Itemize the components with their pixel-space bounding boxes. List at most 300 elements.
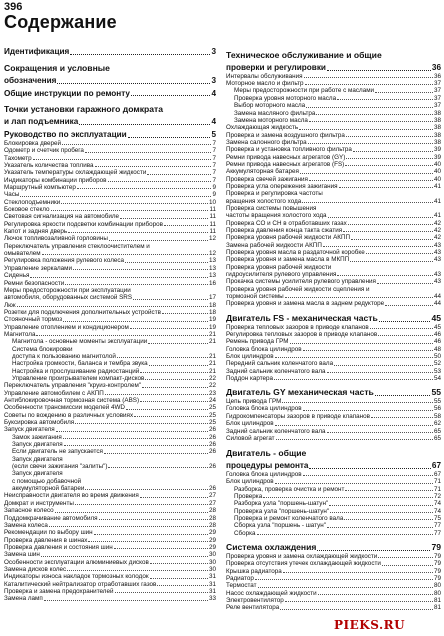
dot-leader bbox=[346, 136, 433, 137]
toc-entry[interactable] bbox=[4, 573, 216, 580]
toc-entry[interactable] bbox=[4, 529, 216, 536]
dot-leader bbox=[303, 475, 433, 476]
toc-page-number: 42 bbox=[433, 227, 441, 235]
page-number: 396 bbox=[4, 1, 23, 13]
toc-entry-title: Управление проигрывателем компакт-дисков bbox=[12, 374, 145, 382]
toc-entry[interactable] bbox=[4, 581, 216, 588]
toc-entry[interactable] bbox=[226, 590, 441, 597]
toc-entry-title: Розетки для подключения дополнительных устройств bbox=[4, 308, 161, 316]
dot-leader bbox=[130, 328, 208, 329]
toc-entry[interactable] bbox=[4, 324, 216, 331]
toc-entry[interactable] bbox=[4, 302, 216, 309]
toc-right-column bbox=[226, 44, 441, 612]
dot-leader bbox=[140, 401, 208, 402]
toc-entry[interactable] bbox=[226, 471, 441, 478]
toc-page-number: 7 bbox=[212, 154, 216, 162]
toc-page-number: 38 bbox=[433, 131, 441, 139]
toc-entry[interactable] bbox=[4, 507, 216, 514]
toc-page-number: 55 bbox=[433, 398, 441, 406]
toc-entry[interactable] bbox=[4, 191, 216, 198]
toc-entry[interactable] bbox=[226, 604, 441, 611]
dot-leader bbox=[75, 504, 208, 505]
toc-entry[interactable] bbox=[4, 309, 216, 316]
toc-entry[interactable] bbox=[226, 522, 441, 529]
toc-entry[interactable] bbox=[226, 249, 441, 256]
dot-leader bbox=[73, 269, 208, 270]
toc-entry[interactable] bbox=[4, 199, 216, 206]
toc-entry-title: (если свечи зажигания "залиты") bbox=[12, 463, 108, 471]
toc-page-number: 29 bbox=[208, 543, 216, 551]
toc-entry-line: с помощью добавочной bbox=[12, 477, 82, 485]
toc-entry[interactable] bbox=[4, 169, 216, 176]
dot-leader bbox=[99, 519, 208, 520]
toc-page-number: 7 bbox=[212, 176, 216, 184]
toc-entry-title: Моторное масло и фильтр bbox=[226, 80, 304, 88]
toc-entry[interactable] bbox=[226, 368, 441, 375]
toc-entry-title: Меры предосторожности при работе с маслами bbox=[234, 87, 375, 95]
dot-leader bbox=[140, 372, 208, 373]
toc-entry[interactable] bbox=[4, 559, 216, 566]
toc-entry[interactable] bbox=[4, 544, 216, 551]
toc-entry[interactable] bbox=[4, 272, 216, 279]
dot-leader bbox=[63, 321, 208, 322]
toc-left-column bbox=[4, 44, 216, 603]
toc-entry[interactable] bbox=[4, 485, 216, 492]
toc-section-heading[interactable] bbox=[226, 461, 441, 471]
toc-page-number: 41 bbox=[433, 197, 441, 205]
toc-entry[interactable] bbox=[4, 360, 216, 367]
toc-entry-title: Регулировка тепловых зазоров в приводе клапанов bbox=[226, 330, 378, 338]
toc-entry[interactable] bbox=[226, 271, 441, 278]
toc-entry-title: Поддомкрачивание автомобиля bbox=[4, 514, 98, 522]
toc-page-number: 7 bbox=[212, 169, 216, 177]
toc-entry[interactable] bbox=[226, 132, 441, 139]
toc-entry[interactable] bbox=[226, 398, 441, 405]
toc-page-number: 41 bbox=[433, 182, 441, 190]
toc-entry[interactable] bbox=[226, 324, 441, 331]
toc-entry[interactable] bbox=[226, 80, 441, 87]
toc-entry-title: Маршрутный компьютер bbox=[4, 184, 76, 192]
toc-page-number: 79 bbox=[433, 560, 441, 568]
toc-entry[interactable] bbox=[4, 206, 216, 213]
toc-entry[interactable] bbox=[226, 220, 441, 227]
toc-entry-title: автомобиля, оборудованных системой SRS bbox=[4, 294, 133, 302]
dot-leader bbox=[95, 166, 212, 167]
toc-entry[interactable] bbox=[4, 441, 216, 448]
toc-entry-title: Настройка громкости, баланса и тембра звука bbox=[12, 360, 148, 368]
toc-page-number: 31 bbox=[208, 587, 216, 595]
dot-leader bbox=[382, 565, 433, 566]
toc-entry-title: Прокачка системы усилителя рулевого управления bbox=[226, 278, 376, 286]
toc-entry[interactable] bbox=[4, 184, 216, 191]
toc-section-heading[interactable] bbox=[226, 388, 441, 398]
toc-entry-title: Часы bbox=[4, 191, 20, 199]
dot-leader bbox=[371, 417, 433, 418]
toc-page-number: 12 bbox=[208, 250, 216, 258]
toc-page-number: 38 bbox=[433, 124, 441, 132]
toc-page-number: 3 bbox=[211, 47, 216, 56]
dot-leader bbox=[104, 453, 208, 454]
toc-entry[interactable] bbox=[226, 117, 441, 124]
toc-entry[interactable] bbox=[226, 560, 441, 567]
toc-entry-title: Система охлаждения bbox=[226, 543, 317, 553]
toc-page-number: 43 bbox=[433, 256, 441, 264]
dot-leader bbox=[353, 151, 433, 152]
dot-leader bbox=[304, 77, 433, 78]
toc-page-number: 40 bbox=[433, 175, 441, 183]
toc-entry-title: Управление зеркалами bbox=[4, 264, 72, 272]
toc-entry-title: Неисправности двигателя во время движения bbox=[4, 492, 139, 500]
toc-entry[interactable] bbox=[4, 316, 216, 323]
toc-page-number: 12 bbox=[208, 235, 216, 243]
toc-page-number: 42 bbox=[433, 219, 441, 227]
dot-leader bbox=[309, 468, 430, 469]
toc-entry[interactable] bbox=[226, 139, 441, 146]
toc-entry-title: Сборка узла "поршень - шатун" bbox=[234, 522, 326, 530]
dot-leader bbox=[134, 416, 208, 417]
toc-section-heading[interactable] bbox=[4, 89, 216, 99]
toc-page-number: 71 bbox=[433, 478, 441, 486]
toc-section-heading[interactable] bbox=[4, 117, 216, 127]
toc-page-number: 80 bbox=[433, 589, 441, 597]
toc-entry[interactable] bbox=[4, 221, 216, 228]
toc-entry-title: Проверка и установка топливного фильтра bbox=[226, 146, 352, 154]
toc-entry-title: Разборка узла "поршень-шатун" bbox=[234, 500, 329, 508]
dot-leader bbox=[64, 445, 208, 446]
dot-leader bbox=[309, 180, 433, 181]
toc-entry[interactable] bbox=[226, 413, 441, 420]
toc-entry[interactable] bbox=[226, 435, 441, 442]
toc-entry-line: Переключатель управления стеклоочистителем и bbox=[4, 242, 150, 250]
toc-entry[interactable] bbox=[4, 338, 216, 345]
toc-entry[interactable] bbox=[226, 428, 441, 435]
toc-page-number: 11 bbox=[209, 213, 216, 221]
toc-page-number: 22 bbox=[208, 382, 216, 390]
toc-entry[interactable] bbox=[226, 346, 441, 353]
toc-entry[interactable] bbox=[226, 420, 441, 427]
toc-page-number: 21 bbox=[208, 352, 216, 360]
toc-entry[interactable] bbox=[4, 500, 216, 507]
toc-page-number: 75 bbox=[433, 515, 441, 523]
dot-leader bbox=[377, 283, 433, 284]
toc-entry[interactable] bbox=[226, 95, 441, 102]
toc-entry[interactable] bbox=[226, 102, 441, 109]
toc-page-number: 79 bbox=[433, 567, 441, 575]
toc-entry[interactable] bbox=[226, 154, 441, 161]
toc-entry[interactable] bbox=[226, 87, 441, 94]
toc-page-number: 18 bbox=[208, 301, 216, 309]
toc-entry[interactable] bbox=[226, 168, 441, 175]
toc-section-heading[interactable] bbox=[226, 543, 441, 553]
dot-leader bbox=[323, 246, 433, 247]
toc-entry-line: Проверка уровня рабочей жидкости bbox=[226, 263, 332, 271]
toc-page-number: 37 bbox=[433, 80, 441, 88]
toc-entry[interactable] bbox=[226, 575, 441, 582]
toc-entry-title: Световая сигнализация на автомобиле bbox=[4, 213, 120, 221]
toc-entry[interactable] bbox=[226, 183, 441, 190]
toc-entry[interactable] bbox=[226, 582, 441, 589]
toc-page-number: 36 bbox=[433, 72, 441, 80]
toc-entry[interactable] bbox=[4, 426, 216, 433]
toc-entry[interactable] bbox=[4, 250, 216, 257]
toc-entry[interactable] bbox=[4, 492, 216, 499]
toc-entry-title: Охлаждающая жидкость bbox=[226, 124, 299, 132]
toc-entry[interactable] bbox=[4, 368, 216, 375]
dot-leader bbox=[164, 225, 208, 226]
dot-leader bbox=[327, 372, 433, 373]
toc-entry-title: Блок цилиндров bbox=[226, 478, 274, 486]
toc-entry[interactable] bbox=[4, 140, 216, 147]
toc-entry[interactable] bbox=[226, 515, 441, 522]
dot-leader bbox=[285, 297, 433, 298]
toc-page-number: 53 bbox=[433, 367, 441, 375]
toc-entry[interactable] bbox=[4, 162, 216, 169]
toc-entry-title: Рекомендации по выбору шин bbox=[4, 529, 93, 537]
toc-entry[interactable] bbox=[4, 588, 216, 595]
toc-page-number: 7 bbox=[212, 162, 216, 170]
dot-leader bbox=[345, 490, 433, 491]
toc-entry[interactable] bbox=[4, 177, 216, 184]
toc-page-number: 33 bbox=[208, 595, 216, 603]
dot-leader bbox=[318, 594, 433, 595]
toc-entry-title: Термостат bbox=[226, 582, 257, 590]
dot-leader bbox=[285, 601, 433, 602]
toc-page-number: 9 bbox=[212, 191, 216, 199]
toc-entry-title: Выбор моторного масла bbox=[234, 102, 306, 110]
toc-entry-title: Домкрат и инструменты bbox=[4, 499, 74, 507]
toc-entry-title: Ремни привода навесных агрегатов (GY) bbox=[226, 153, 346, 161]
dot-leader bbox=[275, 483, 433, 484]
dot-leader bbox=[302, 202, 433, 203]
toc-entry[interactable] bbox=[4, 375, 216, 382]
dot-leader bbox=[57, 83, 210, 84]
toc-section-heading[interactable] bbox=[4, 130, 216, 140]
toc-entry-title: Замена колеса bbox=[4, 521, 48, 529]
toc-page-number: 65 bbox=[433, 427, 441, 435]
dot-leader bbox=[378, 335, 433, 336]
dot-leader bbox=[68, 232, 208, 233]
dot-leader bbox=[328, 217, 433, 218]
toc-entry[interactable] bbox=[4, 213, 216, 220]
toc-page-number: 25 bbox=[208, 419, 216, 427]
toc-entry[interactable] bbox=[4, 294, 216, 301]
toc-entry[interactable] bbox=[226, 176, 441, 183]
toc-entry-line: Система блокировки bbox=[12, 345, 73, 353]
toc-entry[interactable] bbox=[4, 463, 216, 470]
toc-entry-title: Проверка уровня и замена масла в заднем редукторе bbox=[226, 300, 385, 308]
toc-entry[interactable] bbox=[226, 353, 441, 360]
dot-leader bbox=[128, 137, 211, 138]
dot-leader bbox=[114, 548, 208, 549]
toc-page-number: 24 bbox=[208, 397, 216, 405]
toc-section-heading[interactable] bbox=[4, 76, 216, 86]
dot-leader bbox=[115, 592, 208, 593]
toc-page-number: 52 bbox=[433, 360, 441, 368]
toc-entry[interactable] bbox=[4, 397, 216, 404]
toc-entry-title: Лючок топливозаливной горловины bbox=[4, 235, 108, 243]
toc-entry[interactable] bbox=[226, 227, 441, 234]
toc-entry[interactable] bbox=[226, 360, 441, 367]
toc-entry-title: Гидрокомпенсаторы зазоров в приводе клапанов bbox=[226, 412, 370, 420]
toc-entry[interactable] bbox=[226, 568, 441, 575]
toc-entry-title: Руководство по эксплуатации bbox=[4, 130, 127, 140]
toc-page-number: 3 bbox=[211, 75, 216, 85]
dot-leader bbox=[131, 95, 210, 96]
toc-entry-title: Запуск двигателя bbox=[12, 441, 63, 449]
toc-entry[interactable] bbox=[4, 412, 216, 419]
toc-entry-title: Крышка радиатора bbox=[226, 567, 282, 575]
dot-leader bbox=[337, 275, 433, 276]
toc-entry[interactable] bbox=[4, 228, 216, 235]
toc-entry[interactable] bbox=[4, 595, 216, 602]
toc-entry-title: Одометр и счетчик пробега bbox=[4, 147, 84, 155]
toc-entry-title: Ремни привода навесных агрегатов (FS) bbox=[226, 160, 345, 168]
toc-entry[interactable] bbox=[4, 235, 216, 242]
toc-entry[interactable] bbox=[4, 515, 216, 522]
toc-entry[interactable] bbox=[226, 293, 441, 300]
toc-entry[interactable] bbox=[226, 493, 441, 500]
toc-page-number: 28 bbox=[208, 521, 216, 529]
toc-page-number: 67 bbox=[433, 471, 441, 478]
toc-entry-title: Стояночный тормоз bbox=[4, 316, 63, 324]
toc-page-number: 46 bbox=[433, 330, 441, 338]
toc-entry[interactable] bbox=[226, 278, 441, 285]
toc-entry[interactable] bbox=[226, 73, 441, 80]
toc-entry[interactable] bbox=[4, 551, 216, 558]
dot-leader bbox=[77, 188, 212, 189]
toc-entry-title: Запасное колесо bbox=[4, 507, 54, 515]
toc-entry[interactable] bbox=[4, 390, 216, 397]
dot-leader bbox=[126, 409, 208, 410]
toc-entry[interactable] bbox=[4, 147, 216, 154]
toc-entry-title: Блокировка дверей bbox=[4, 139, 62, 147]
toc-entry[interactable] bbox=[226, 553, 441, 560]
dot-leader bbox=[150, 563, 208, 564]
toc-entry[interactable] bbox=[226, 212, 441, 219]
dot-leader bbox=[379, 321, 431, 322]
toc-entry-title: Проверка давления и состояния шин bbox=[4, 543, 113, 551]
toc-entry[interactable] bbox=[226, 124, 441, 131]
dot-leader bbox=[343, 231, 433, 232]
toc-entry[interactable] bbox=[4, 353, 216, 360]
toc-entry-title: Проверка и замена предохранителей bbox=[4, 587, 114, 595]
dot-leader bbox=[366, 253, 433, 254]
toc-page-number: 25 bbox=[208, 411, 216, 419]
toc-page-number: 29 bbox=[208, 536, 216, 544]
toc-entry-title: Люк bbox=[4, 301, 16, 309]
toc-entry[interactable] bbox=[4, 522, 216, 529]
toc-entry[interactable] bbox=[4, 257, 216, 264]
toc-entry-title: Разборка, проверка очистка и ремонт bbox=[234, 485, 345, 493]
toc-page-number: 27 bbox=[208, 499, 216, 507]
toc-entry-title: Запуск двигателя bbox=[4, 426, 55, 434]
toc-entry[interactable] bbox=[4, 404, 216, 411]
toc-entry[interactable] bbox=[226, 146, 441, 153]
dot-leader bbox=[275, 357, 433, 358]
toc-entry-title: Проверка уровня и замена масла в МКПП bbox=[226, 256, 350, 264]
toc-page-number: 45 bbox=[431, 313, 441, 323]
toc-entry[interactable] bbox=[226, 375, 441, 382]
toc-section-heading[interactable] bbox=[226, 314, 441, 324]
toc-entry[interactable] bbox=[226, 234, 441, 241]
toc-section-heading[interactable] bbox=[4, 47, 216, 57]
toc-entry-title: Проверка свечей зажигания bbox=[226, 175, 308, 183]
toc-entry-title: Проверка CO и CH в отработавших газах bbox=[226, 219, 347, 227]
toc-entry-title: процедуры ремонта bbox=[226, 461, 309, 471]
toc-entry[interactable] bbox=[4, 382, 216, 389]
toc-entry[interactable] bbox=[4, 280, 216, 287]
toc-entry[interactable] bbox=[4, 566, 216, 573]
toc-entry[interactable] bbox=[4, 419, 216, 426]
toc-entry-title: Замена салонного фильтра bbox=[226, 138, 307, 146]
toc-entry[interactable] bbox=[226, 500, 441, 507]
dot-leader bbox=[303, 350, 433, 351]
toc-page-number: 39 bbox=[433, 146, 441, 154]
toc-page-number: 43 bbox=[433, 241, 441, 249]
toc-entry[interactable] bbox=[226, 242, 441, 249]
toc-entry[interactable] bbox=[226, 331, 441, 338]
toc-page-number: 26 bbox=[208, 463, 216, 471]
toc-page-number: 21 bbox=[208, 367, 216, 375]
dot-leader bbox=[79, 124, 210, 125]
toc-entry[interactable] bbox=[4, 537, 216, 544]
toc-entry-title: Замена ламп bbox=[4, 595, 43, 603]
toc-page-number: 50 bbox=[433, 352, 441, 360]
toc-entry-title: Сборка bbox=[234, 529, 256, 537]
toc-entry-title: Блок цилиндров bbox=[226, 420, 274, 428]
dot-leader bbox=[257, 534, 433, 535]
dot-leader bbox=[274, 379, 433, 380]
toc-entry[interactable] bbox=[226, 198, 441, 205]
toc-page-number: 26 bbox=[208, 485, 216, 493]
toc-entry[interactable] bbox=[4, 448, 216, 455]
toc-entry[interactable] bbox=[226, 338, 441, 345]
toc-section-heading: Двигатель - общие bbox=[226, 448, 307, 459]
dot-leader bbox=[147, 174, 211, 175]
toc-entry[interactable] bbox=[226, 478, 441, 485]
toc-entry[interactable] bbox=[226, 508, 441, 515]
toc-entry-title: тормозной системы bbox=[226, 293, 284, 301]
toc-entry[interactable] bbox=[226, 597, 441, 604]
toc-section-heading[interactable] bbox=[226, 63, 441, 73]
toc-entry-title: Проверка узла "поршень-шатун" bbox=[234, 507, 330, 515]
toc-entry[interactable] bbox=[226, 256, 441, 263]
dot-leader bbox=[351, 239, 433, 240]
toc-entry-title: Индикаторы износа накладок тормозных колодок bbox=[4, 573, 149, 581]
toc-page-number: 29 bbox=[208, 529, 216, 537]
toc-entry-title: Передний сальник коленчатого вала bbox=[226, 360, 334, 368]
toc-entry[interactable] bbox=[4, 434, 216, 441]
toc-entry[interactable] bbox=[226, 486, 441, 493]
toc-entry[interactable] bbox=[4, 265, 216, 272]
toc-entry[interactable] bbox=[4, 331, 216, 338]
toc-entry[interactable] bbox=[226, 405, 441, 412]
toc-entry-title: Задний сальник коленчатого вала bbox=[226, 427, 326, 435]
toc-page-number: 42 bbox=[433, 234, 441, 242]
toc-page-number: 13 bbox=[208, 272, 216, 280]
toc-entry[interactable] bbox=[4, 155, 216, 162]
toc-page-number: 43 bbox=[433, 278, 441, 286]
dot-leader bbox=[263, 497, 433, 498]
dot-leader bbox=[309, 121, 433, 122]
toc-entry[interactable] bbox=[226, 530, 441, 537]
toc-entry[interactable] bbox=[226, 110, 441, 117]
toc-entry[interactable] bbox=[226, 300, 441, 307]
toc-entry[interactable] bbox=[226, 161, 441, 168]
dot-leader bbox=[299, 129, 433, 130]
dot-leader bbox=[308, 143, 433, 144]
dot-leader bbox=[149, 365, 208, 366]
